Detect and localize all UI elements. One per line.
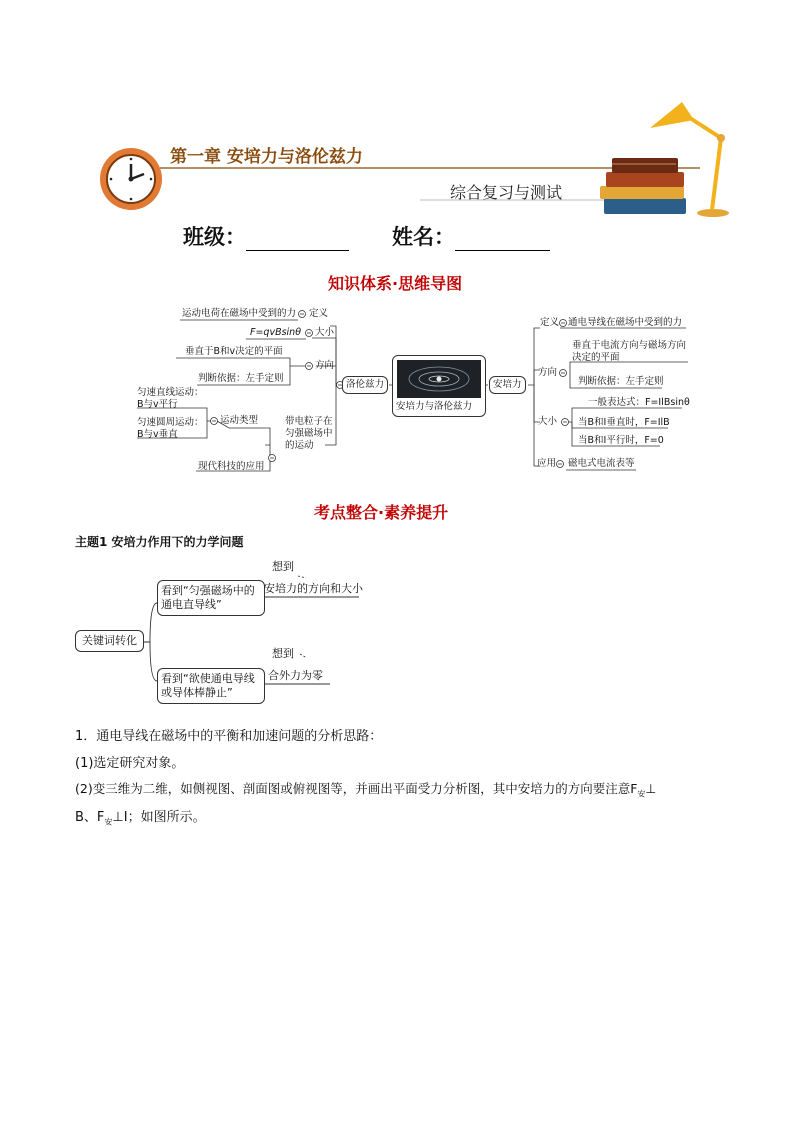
concept-result-2: 合外力为零	[268, 669, 323, 682]
concept-see-node-2: 看到“欲使通电导线或导体棒静止”	[157, 668, 265, 704]
paragraph-4	[75, 806, 206, 828]
lorentz-magnitude: F=qvBsinθ	[250, 327, 302, 338]
uniform-circular-motion: 匀速圆周运动：B与v垂直	[137, 417, 204, 440]
topic-1-title: 主题1 安培力作用下的力学问题	[75, 535, 244, 549]
concept-map-lines	[0, 550, 794, 700]
concept-result-1: 安培力的方向和大小	[264, 582, 363, 595]
paragraph-3-subscript: 安	[637, 789, 646, 799]
paragraph-2: (1)选定研究对象。	[75, 756, 185, 771]
modern-tech-application: 现代科技的应用	[198, 461, 265, 472]
paragraph-4-subscript: 安	[104, 817, 113, 827]
lorentz-definition-label: 定义	[309, 308, 329, 319]
section-title-mindmap: 知识体系·思维导图	[328, 274, 463, 293]
section-title-integration: 考点整合·素养提升	[314, 503, 449, 522]
ampere-general-formula: 一般表达式：F=IlBsinθ	[588, 397, 690, 408]
ampere-magnitude-label: 大小	[538, 416, 558, 427]
center-label: 安培力与洛伦兹力	[396, 401, 473, 412]
lorentz-direction-plane: 垂直于B和v决定的平面	[185, 346, 283, 357]
ampere-perpendicular: 当B和I垂直时，F=IlB	[578, 417, 670, 428]
lorentz-direction-label: 方向	[315, 360, 335, 371]
concept-think-label-1: 想到	[272, 560, 294, 573]
paragraph-4-tail: ⊥I；如图所示。	[112, 810, 206, 825]
class-label: 班级：	[183, 225, 246, 249]
ampere-direction-plane: 垂直于电流方向与磁场方向决定的平面	[572, 340, 687, 363]
uniform-linear-motion: 匀速直线运动：B与v平行	[137, 387, 204, 410]
paragraph-3-symbol: ⊥	[645, 781, 657, 796]
ampere-application: 磁电式电流表等	[568, 458, 635, 469]
ampere-application-label: 应用	[537, 458, 557, 469]
lorentz-definition: 运动电荷在磁场中受到的力	[182, 308, 297, 319]
motion-in-field-label: 带电粒子在匀强磁场中的运动	[285, 416, 333, 451]
mindmap-center-node	[392, 355, 486, 417]
magnetic-field-image	[397, 360, 481, 398]
ampere-parallel: 当B和I平行时，F=0	[578, 435, 664, 446]
lorentz-node: 洛伦兹力	[342, 376, 388, 394]
name-label: 姓名：	[392, 225, 455, 249]
paragraph-3-text: (2)变三维为二维，如侧视图、剖面图或俯视图等，并画出平面受力分析图，其中安培力的方向要注意F	[75, 781, 638, 796]
lorentz-direction-rule: 判断依据：左手定则	[198, 373, 284, 384]
subtitle: 综合复习与测试	[450, 183, 563, 202]
concept-see-node-1: 看到“匀强磁场中的通电直导线”	[157, 580, 265, 616]
concept-think-label-2: 想到	[272, 647, 294, 660]
ampere-node: 安培力	[489, 376, 526, 394]
ampere-direction-label: 方向	[538, 367, 558, 378]
motion-type-label: 运动类型	[220, 415, 259, 426]
ampere-definition: 通电导线在磁场中受到的力	[568, 317, 683, 328]
ampere-definition-label: 定义	[540, 317, 560, 328]
paragraph-4-text: B、F	[75, 810, 105, 825]
chapter-title: 第一章 安培力与洛伦兹力	[170, 147, 363, 167]
concept-root-node: 关键词转化	[75, 630, 144, 652]
paragraph-1: 1．通电导线在磁场中的平衡和加速问题的分析思路：	[75, 729, 383, 744]
ampere-direction-rule: 判断依据：左手定则	[578, 376, 664, 387]
paragraph-3	[75, 779, 656, 800]
lorentz-magnitude-label: 大小	[315, 327, 335, 338]
